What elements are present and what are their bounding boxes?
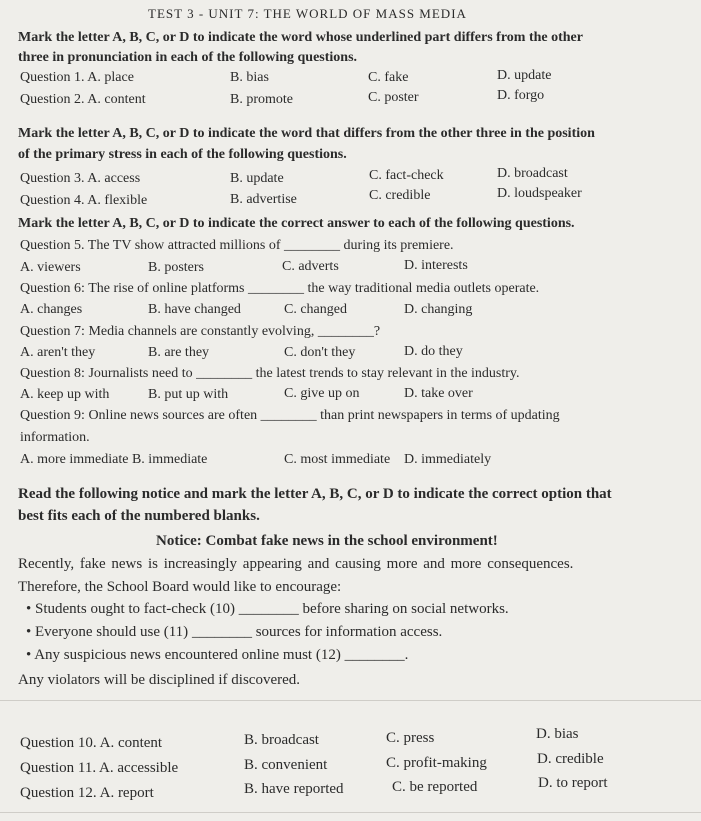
q9-option-a-text[interactable]: A. more immediate bbox=[20, 452, 129, 467]
q3-label: Question 3. bbox=[20, 171, 85, 186]
q7-option-b[interactable]: B. are they bbox=[148, 345, 210, 360]
q4-option-b[interactable]: B. advertise bbox=[230, 192, 297, 207]
q6-option-a[interactable]: A. changes bbox=[20, 302, 83, 317]
q9-option-c[interactable]: C. most immediate bbox=[284, 452, 391, 467]
q2-label: Question 2. bbox=[20, 92, 85, 107]
q5-option-d[interactable]: D. interests bbox=[404, 258, 468, 273]
q10-label: Question 10. bbox=[20, 735, 97, 751]
question-label bbox=[20, 92, 146, 108]
answer-blank[interactable]: ________ bbox=[260, 408, 317, 423]
notice-paragraph-line2: Therefore, the School Board would like to encourage: bbox=[18, 579, 342, 595]
answer-blank[interactable]: ________ bbox=[284, 238, 341, 253]
q1-label: Question 1. bbox=[20, 70, 85, 85]
q1-option-d[interactable]: D. update bbox=[497, 68, 552, 83]
notice-bullet: • Students ought to fact-check (10) ________ before sharing on social networks. bbox=[26, 601, 509, 617]
q11-option-b[interactable]: B. convenient bbox=[244, 757, 328, 773]
section2-instruction-line2: of the primary stress in each of the following questions. bbox=[18, 147, 347, 162]
page-title: TEST 3 - UNIT 7: THE WORLD OF MASS MEDIA bbox=[148, 6, 467, 21]
section1-instruction-line1: Mark the letter A, B, C, or D to indicate the word whose underlined part differs from the other bbox=[18, 30, 583, 45]
question-label bbox=[20, 785, 154, 801]
section2-instruction-line1: Mark the letter A, B, C, or D to indicate the word that differs from the other three in the position bbox=[18, 126, 595, 141]
q9-stem: Question 9: Online news sources are often ________ than print newspapers in terms of updating bbox=[20, 408, 560, 423]
q9-option-a bbox=[20, 452, 207, 468]
q6-option-d[interactable]: D. changing bbox=[404, 302, 473, 317]
notice-paragraph-line1: Recently, fake news is increasingly appearing and causing more and more consequences. bbox=[18, 556, 574, 572]
q11-option-a[interactable]: A. accessible bbox=[99, 760, 179, 776]
q1-option-b[interactable]: B. bias bbox=[230, 70, 269, 85]
q4-option-c[interactable]: C. credible bbox=[369, 188, 431, 203]
notice-bullet: • Any suspicious news encountered online must (12) ________. bbox=[26, 647, 409, 663]
q2-option-c[interactable]: C. poster bbox=[368, 90, 419, 105]
answer-blank[interactable]: ________ bbox=[238, 601, 299, 617]
q11-label: Question 11. bbox=[20, 760, 97, 776]
q10-option-b[interactable]: B. broadcast bbox=[244, 732, 319, 748]
divider bbox=[0, 700, 701, 701]
q5-stem: Question 5. The TV show attracted millions of ________ during its premiere. bbox=[20, 238, 454, 253]
q12-option-d[interactable]: D. to report bbox=[538, 775, 608, 791]
q9-option-b-text[interactable]: B. immediate bbox=[131, 452, 208, 467]
answer-blank[interactable]: ________ bbox=[317, 324, 374, 339]
q5-option-b[interactable]: B. posters bbox=[148, 260, 204, 275]
q8-option-b[interactable]: B. put up with bbox=[148, 387, 229, 402]
q7-option-a[interactable]: A. aren't they bbox=[20, 345, 96, 360]
notice-title: Notice: Combat fake news in the school environment! bbox=[156, 533, 498, 549]
q4-option-a[interactable]: A. flexible bbox=[87, 193, 148, 208]
q6-option-b[interactable]: B. have changed bbox=[148, 302, 241, 317]
section3-instruction: Mark the letter A, B, C, or D to indicate the correct answer to each of the following questions. bbox=[18, 216, 575, 231]
q12-option-c[interactable]: C. be reported bbox=[392, 779, 478, 795]
notice-closing: Any violators will be disciplined if discovered. bbox=[18, 672, 301, 688]
q8-option-a[interactable]: A. keep up with bbox=[20, 387, 110, 402]
q5-option-c[interactable]: C. adverts bbox=[282, 259, 339, 274]
q9-stem-continued: information. bbox=[20, 430, 90, 445]
q9-option-d[interactable]: D. immediately bbox=[404, 452, 492, 467]
answer-blank[interactable]: ________ bbox=[191, 624, 252, 640]
section1-instruction-line2: three in pronunciation in each of the following questions. bbox=[18, 50, 358, 65]
q4-label: Question 4. bbox=[20, 193, 85, 208]
q10-option-d[interactable]: D. bias bbox=[536, 726, 579, 742]
question-label bbox=[20, 171, 140, 187]
q12-option-a[interactable]: A. report bbox=[99, 785, 154, 801]
question-label bbox=[20, 760, 178, 776]
answer-blank[interactable]: ________ bbox=[247, 281, 304, 296]
q12-option-b[interactable]: B. have reported bbox=[244, 781, 344, 797]
section4-instruction-line1: Read the following notice and mark the letter A, B, C, or D to indicate the correct option that bbox=[18, 486, 612, 502]
q3-option-b[interactable]: B. update bbox=[230, 171, 284, 186]
q2-option-a[interactable]: A. content bbox=[87, 92, 146, 107]
q12-label: Question 12. bbox=[20, 785, 97, 801]
q5-option-a[interactable]: A. viewers bbox=[20, 260, 81, 275]
question-label bbox=[20, 193, 147, 209]
q2-option-b[interactable]: B. promote bbox=[230, 92, 293, 107]
q8-option-d[interactable]: D. take over bbox=[404, 386, 473, 401]
q8-option-c[interactable]: C. give up on bbox=[284, 386, 360, 401]
bullet-dot-icon: • bbox=[26, 647, 32, 663]
q4-option-d[interactable]: D. loudspeaker bbox=[497, 186, 582, 201]
q6-option-c[interactable]: C. changed bbox=[284, 302, 347, 317]
divider bbox=[0, 812, 701, 813]
q11-option-c[interactable]: C. profit-making bbox=[386, 755, 487, 771]
q10-option-c[interactable]: C. press bbox=[386, 730, 435, 746]
bullet-dot-icon: • bbox=[26, 624, 32, 640]
q11-option-d[interactable]: D. credible bbox=[537, 751, 604, 767]
q7-stem: Question 7: Media channels are constantly evolving, ________? bbox=[20, 324, 381, 339]
q3-option-a[interactable]: A. access bbox=[87, 171, 141, 186]
q1-option-a[interactable]: A. place bbox=[87, 70, 134, 85]
answer-blank[interactable]: ________ bbox=[196, 366, 253, 381]
q6-stem: Question 6: The rise of online platforms ________ the way traditional media outlets operate. bbox=[20, 281, 540, 296]
q1-option-c[interactable]: C. fake bbox=[368, 70, 409, 85]
q3-option-d[interactable]: D. broadcast bbox=[497, 166, 568, 181]
answer-blank[interactable]: ________ bbox=[344, 647, 405, 663]
q7-option-c[interactable]: C. don't they bbox=[284, 345, 356, 360]
section4-instruction-line2: best fits each of the numbered blanks. bbox=[18, 508, 260, 524]
question-label bbox=[20, 735, 162, 751]
q8-stem: Question 8: Journalists need to ________ the latest trends to stay relevant in the industry. bbox=[20, 366, 520, 381]
question-label bbox=[20, 70, 134, 86]
bullet-dot-icon: • bbox=[26, 601, 32, 617]
q10-option-a[interactable]: A. content bbox=[99, 735, 163, 751]
notice-bullet: • Everyone should use (11) ________ sources for information access. bbox=[26, 624, 443, 640]
q3-option-c[interactable]: C. fact-check bbox=[369, 168, 444, 183]
q7-option-d[interactable]: D. do they bbox=[404, 344, 463, 359]
q2-option-d[interactable]: D. forgo bbox=[497, 88, 545, 103]
